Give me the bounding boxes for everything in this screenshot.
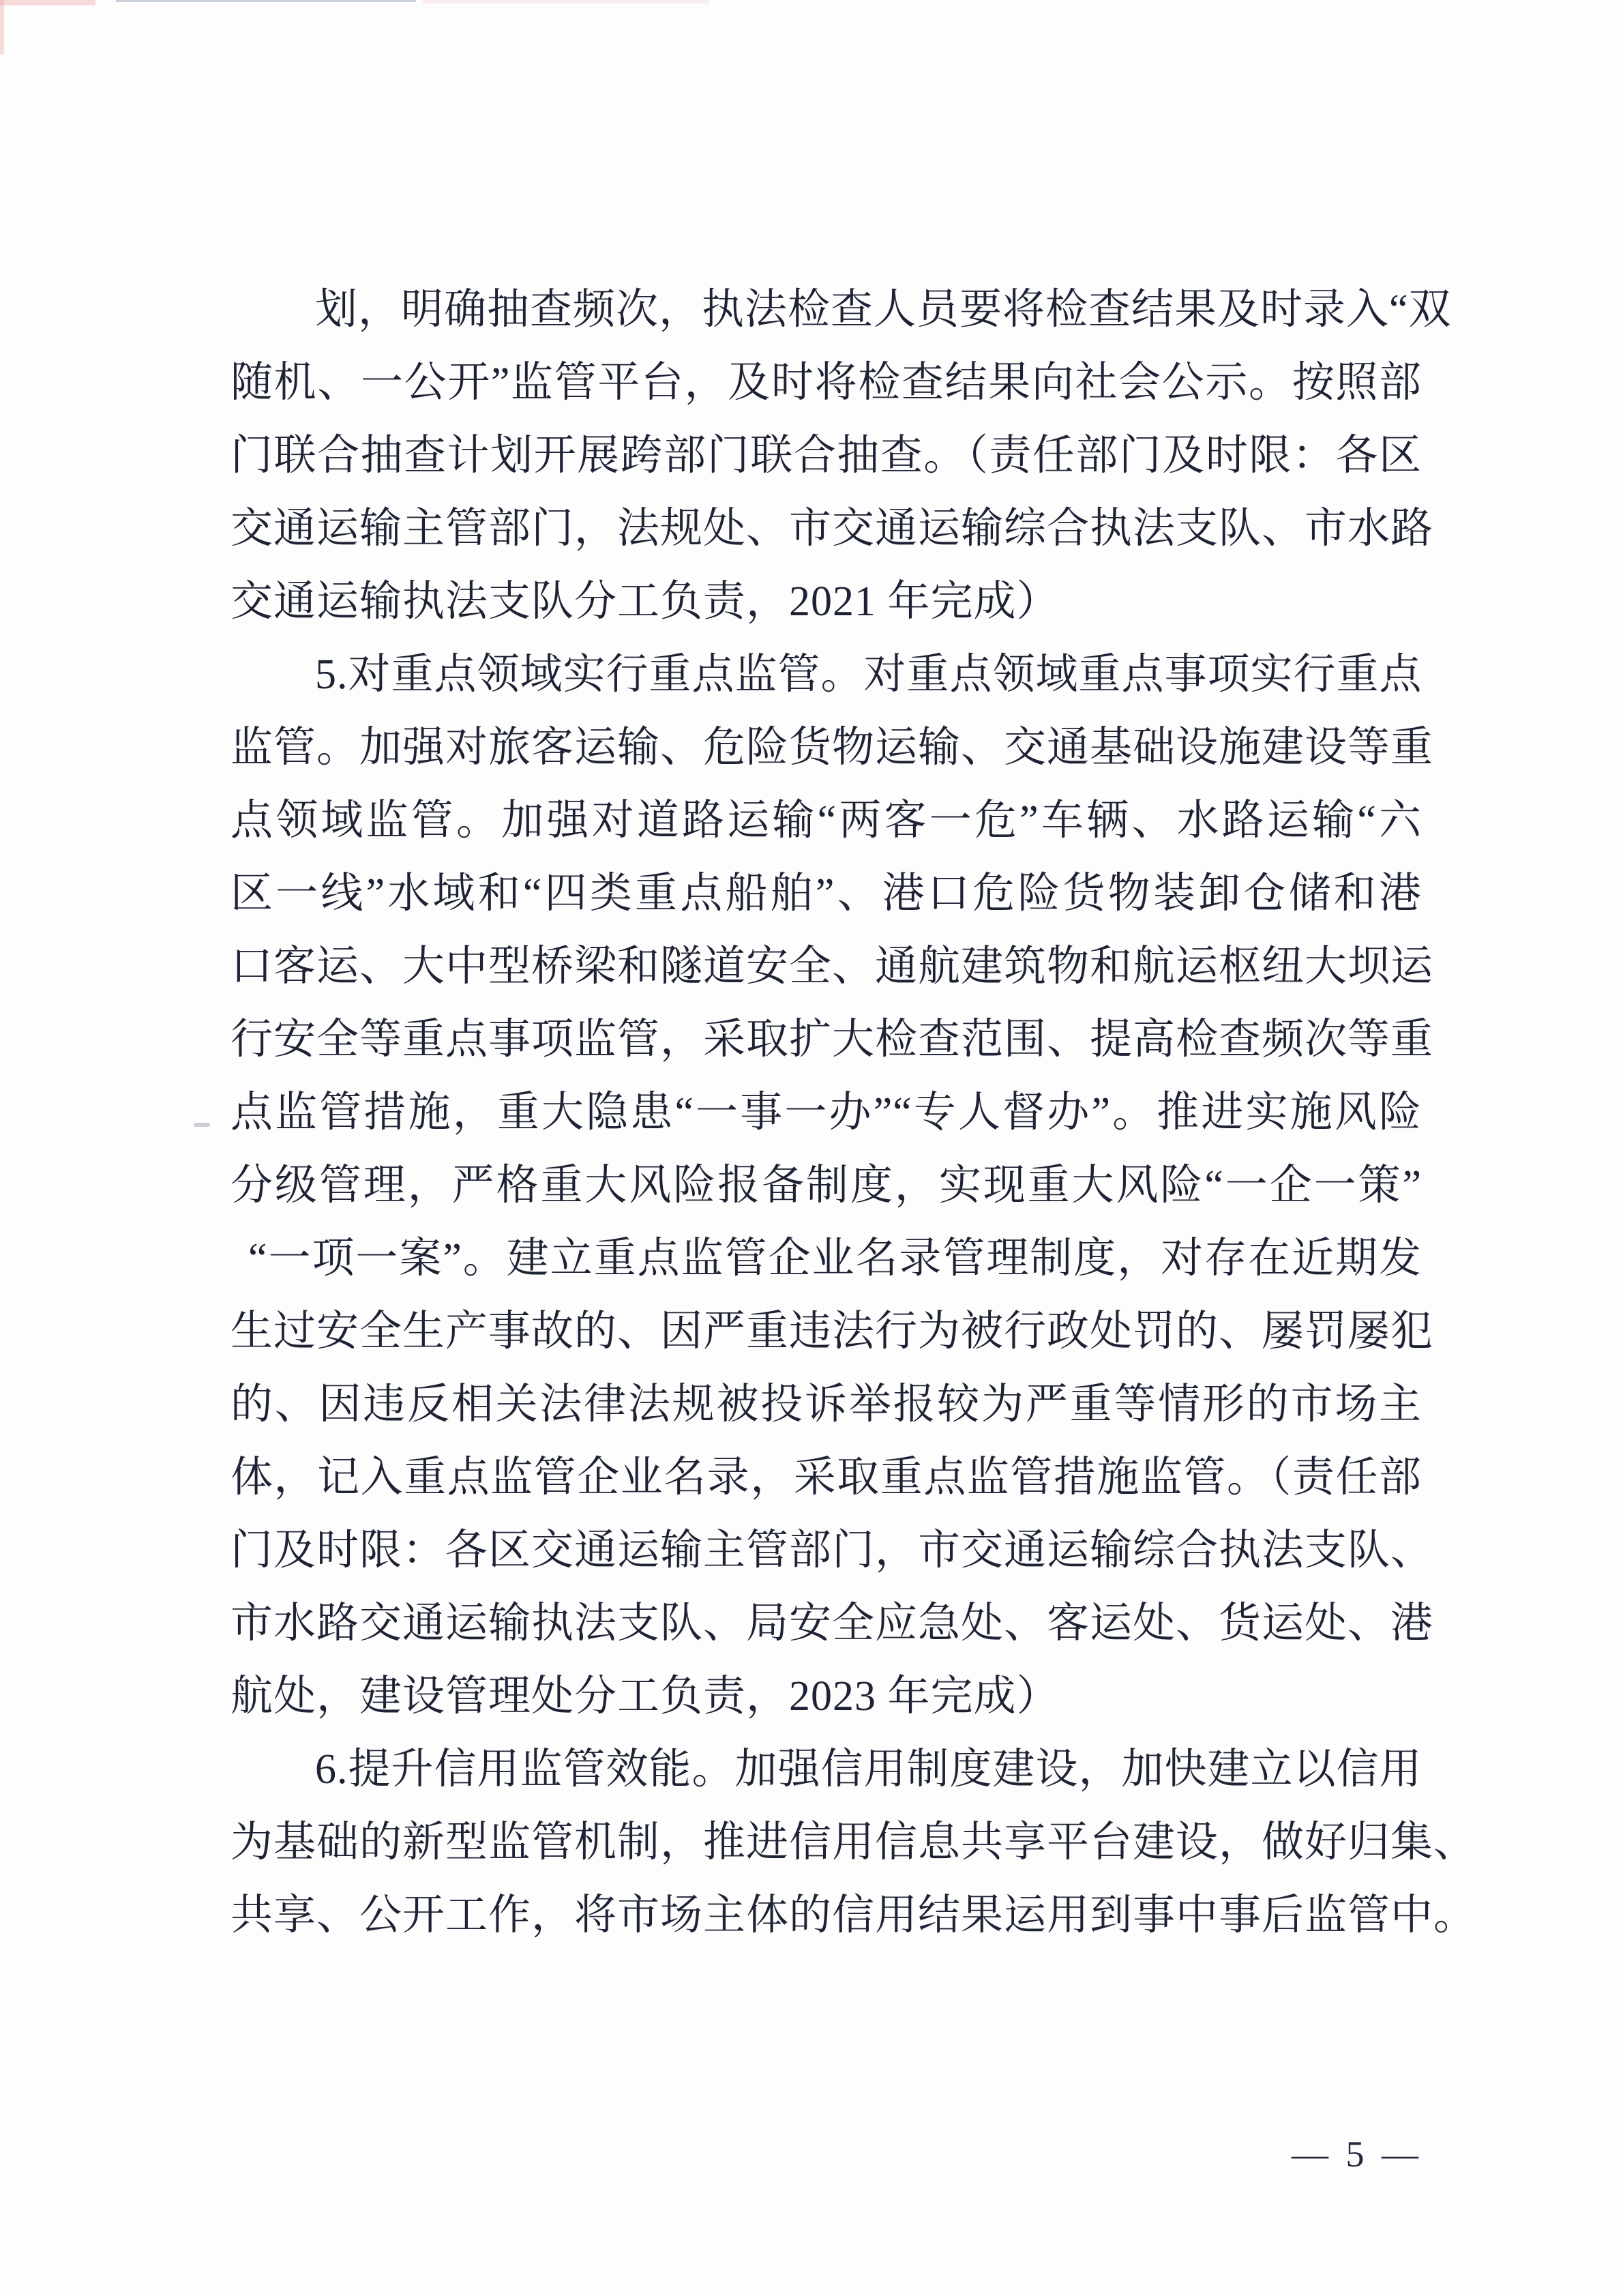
text-line: 市水路交通运输执法支队、局安全应急处、客运处、货运处、港 <box>230 1600 1434 1647</box>
text-line: 划，明确抽查频次，执法检查人员要将检查结果及时录入“双 <box>315 286 1452 333</box>
text-line-paragraph-6-start: 6.提升信用监管效能。加强信用制度建设，加快建立以信用 <box>315 1746 1423 1793</box>
scan-artifact-pink-mid <box>423 0 709 3</box>
text-line: 为基础的新型监管机制，推进信用信息共享平台建设，做好归集、 <box>230 1819 1477 1866</box>
text-line: 区一线”水域和“四类重点船舶”、港口危险货物装卸仓储和港 <box>230 870 1422 917</box>
scan-artifact-top-line <box>116 0 416 2</box>
text-line-paragraph-5-start: 5.对重点领域实行重点监管。对重点领域重点事项实行重点 <box>315 651 1423 698</box>
page-number: — 5 — <box>1292 2134 1423 2175</box>
scan-artifact-pink-left <box>0 0 95 5</box>
text-line: 门及时限：各区交通运输主管部门，市交通运输综合执法支队、 <box>230 1527 1434 1574</box>
text-line: 分级管理，严格重大风险报备制度，实现重大风险“一企一策” <box>230 1162 1422 1209</box>
text-line: 行安全等重点事项监管，采取扩大检查范围、提高检查频次等重 <box>230 1016 1434 1063</box>
text-line: “一项一案”。建立重点监管企业名录管理制度，对存在近期发 <box>248 1235 1422 1282</box>
text-line: 的、因违反相关法律法规被投诉举报较为严重等情形的市场主 <box>230 1381 1422 1428</box>
document-body <box>230 274 1477 1952</box>
text-line: 口客运、大中型桥梁和隧道安全、通航建筑物和航运枢纽大坝运 <box>230 943 1434 990</box>
text-line: 监管。加强对旅客运输、危险货物运输、交通基础设施建设等重 <box>230 724 1434 771</box>
text-line: 生过安全生产事故的、因严重违法行为被行政处罚的、屡罚屡犯 <box>230 1308 1434 1355</box>
text-line: 交通运输主管部门，法规处、市交通运输综合执法支队、市水路 <box>230 505 1434 552</box>
text-line: 体，记入重点监管企业名录，采取重点监管措施监管。（责任部 <box>230 1454 1422 1501</box>
text-line: 门联合抽查计划开展跨部门联合抽查。（责任部门及时限：各区 <box>230 432 1422 479</box>
text-line: 随机、一公开”监管平台，及时将检查结果向社会公示。按照部 <box>230 359 1422 406</box>
scan-artifact-stray-dash <box>194 1123 210 1127</box>
text-line: 点监管措施，重大隐患“一事一办”“专人督办”。推进实施风险 <box>230 1089 1422 1136</box>
scan-artifact-left-edge <box>0 0 4 55</box>
text-line: 交通运输执法支队分工负责，2021 年完成） <box>230 578 1060 625</box>
text-line: 共享、公开工作，将市场主体的信用结果运用到事中事后监管中。 <box>230 1892 1477 1939</box>
text-line: 航处，建设管理处分工负责，2023 年完成） <box>230 1673 1060 1720</box>
text-line: 点领域监管。加强对道路运输“两客一危”车辆、水路运输“六 <box>230 797 1422 844</box>
